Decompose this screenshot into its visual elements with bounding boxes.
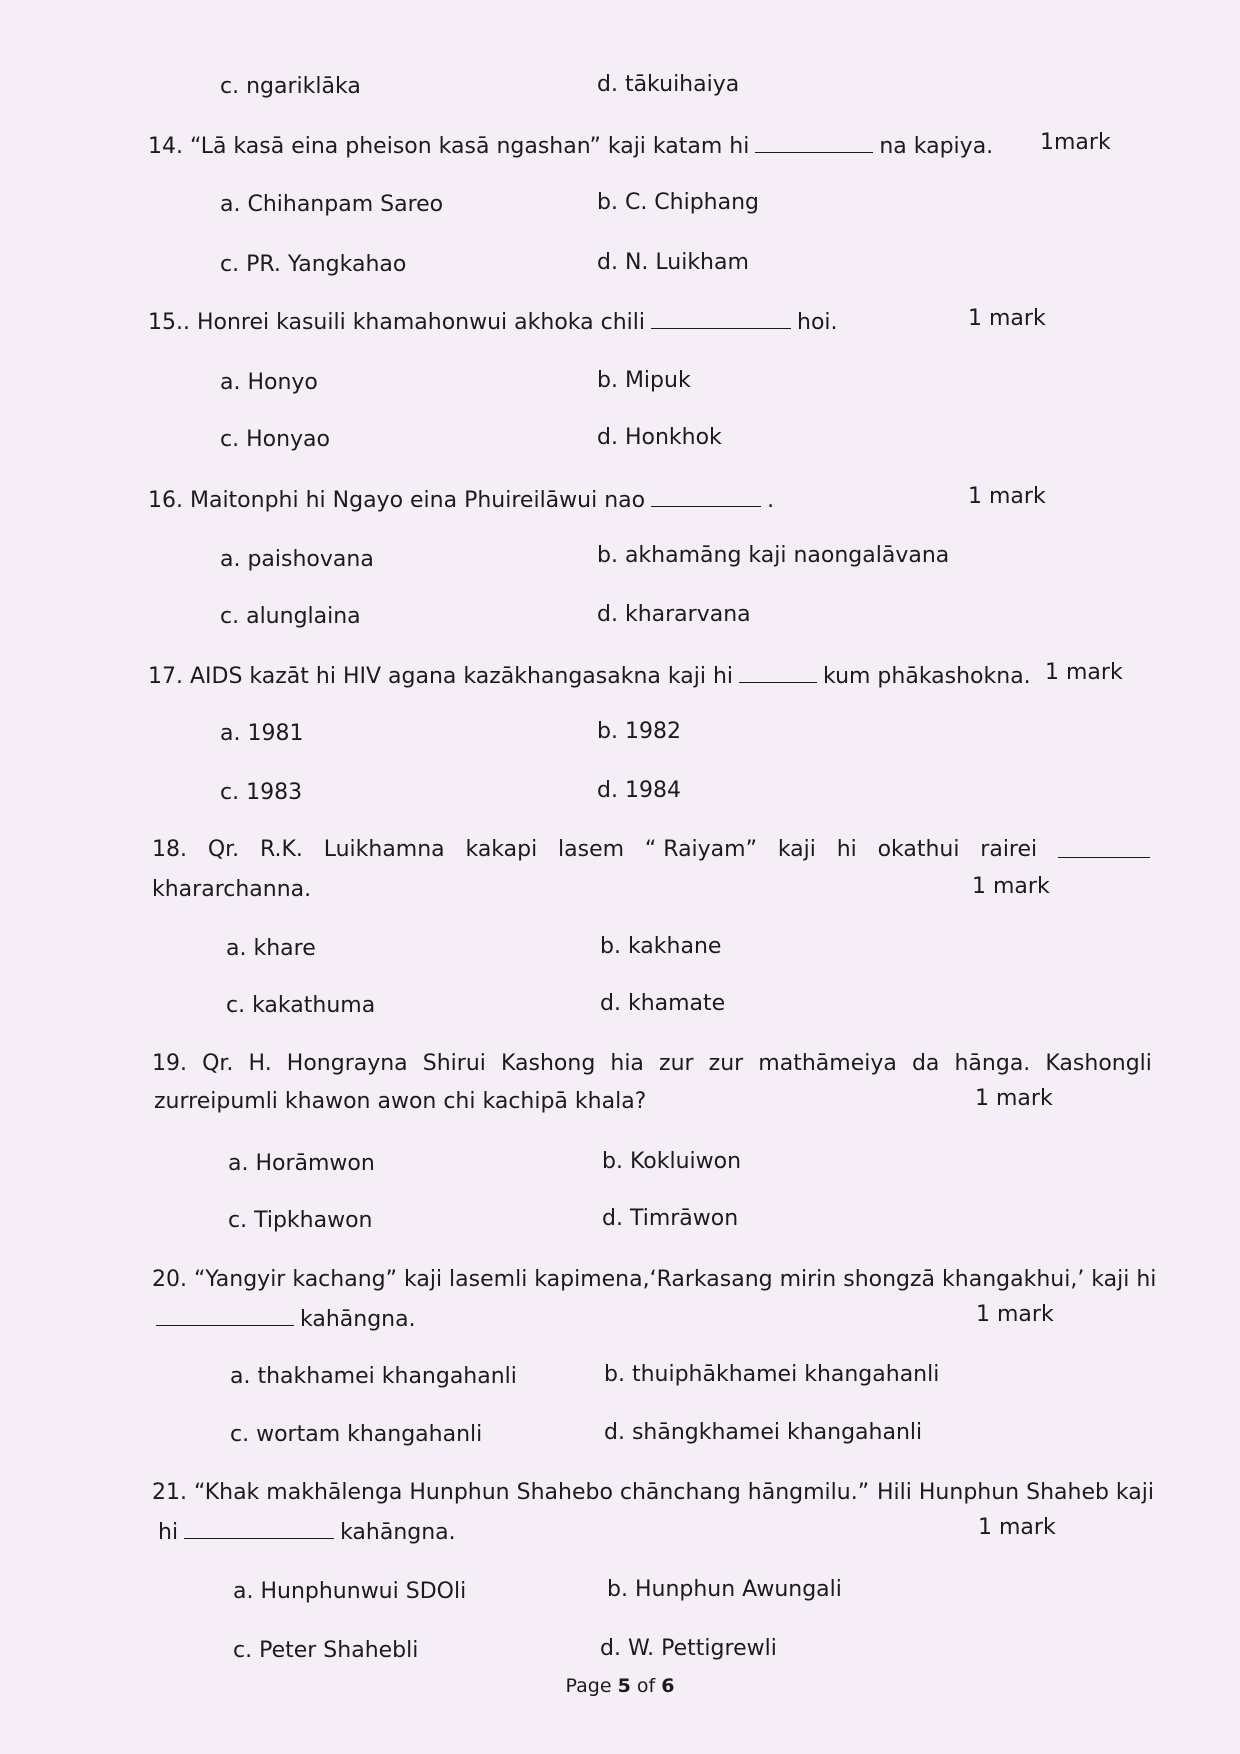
answer-blank — [755, 130, 873, 153]
option-c: c. 1983 — [220, 780, 303, 805]
mark-label: 1 mark — [968, 306, 1046, 331]
question-21-cont: hi kahāngna. — [158, 1516, 456, 1548]
answer-blank — [156, 1303, 294, 1326]
option-c: c. wortam khangahanli — [230, 1422, 483, 1447]
option-b: b. Hunphun Awungali — [607, 1577, 842, 1602]
option-c: c. ngariklāka — [220, 74, 361, 99]
answer-blank — [651, 484, 761, 507]
option-a: a. Chihanpam Sareo — [220, 192, 444, 217]
option-a: a. paishovana — [220, 547, 374, 572]
question-20-cont: kahāngna. — [154, 1303, 416, 1335]
mark-label: 1 mark — [975, 1086, 1053, 1111]
answer-blank — [1058, 835, 1150, 858]
mark-label: 1 mark — [978, 1515, 1056, 1540]
option-a: a. Honyo — [220, 370, 318, 395]
question-19: 19. Qr. H. Hongrayna Shirui Kashong hia zur zur mathāmeiya da hānga. Kashongli — [152, 1051, 1152, 1076]
question-15: 15.. Honrei kasuili khamahonwui akhoka chili hoi. — [148, 306, 838, 338]
option-d: d. tākuihaiya — [597, 72, 740, 97]
option-c: c. PR. Yangkahao — [220, 252, 407, 277]
question-14: 14. “Lā kasā eina pheison kasā ngashan” kaji katam hi na kapiya. — [148, 130, 993, 162]
mark-label: 1 mark — [976, 1302, 1054, 1327]
mark-label: 1 mark — [972, 874, 1050, 899]
question-18-cont: khararchanna. — [152, 877, 312, 902]
answer-blank — [651, 306, 791, 329]
question-17: 17. AIDS kazāt hi HIV agana kazākhangasakna kaji hi kum phākashokna. — [148, 660, 1031, 692]
question-16: 16. Maitonphi hi Ngayo eina Phuireilāwui nao . — [148, 484, 774, 516]
option-c: c. alunglaina — [220, 604, 361, 629]
option-b: b. 1982 — [597, 719, 681, 744]
mark-label: 1 mark — [1045, 660, 1123, 685]
option-c: c. Honyao — [220, 427, 330, 452]
answer-blank — [739, 660, 817, 683]
option-a: a. khare — [226, 936, 316, 961]
option-c: c. Tipkhawon — [228, 1208, 373, 1233]
option-d: d. shāngkhamei khangahanli — [604, 1420, 923, 1445]
answer-blank — [184, 1516, 334, 1539]
option-b: b. Mipuk — [597, 368, 691, 393]
option-c: c. kakathuma — [226, 993, 376, 1018]
question-21: 21. “Khak makhālenga Hunphun Shahebo chānchang hāngmilu.” Hili Hunphun Shaheb kaji — [152, 1480, 1154, 1505]
option-d: d. Honkhok — [597, 425, 722, 450]
option-d: d. khararvana — [597, 602, 751, 627]
option-d: d. N. Luikham — [597, 250, 749, 275]
option-a: a. thakhamei khangahanli — [230, 1364, 517, 1389]
option-b: b. thuiphākhamei khangahanli — [604, 1362, 940, 1387]
option-c: c. Peter Shahebli — [233, 1638, 419, 1663]
option-d: d. W. Pettigrewli — [600, 1636, 777, 1661]
option-a: a. Horāmwon — [228, 1151, 375, 1176]
option-b: b. kakhane — [600, 934, 722, 959]
option-d: d. Timrāwon — [602, 1206, 739, 1231]
option-a: a. Hunphunwui SDOli — [233, 1579, 467, 1604]
question-19-cont: zurreipumli khawon awon chi kachipā khala? — [154, 1089, 647, 1114]
option-d: d. khamate — [600, 991, 726, 1016]
option-a: a. 1981 — [220, 721, 304, 746]
mark-label: 1mark — [1040, 130, 1111, 155]
question-20: 20. “Yangyir kachang” kaji lasemli kapimena, ‘Rarkasang mirin shongzā khangakhui,’ kaji hi — [152, 1267, 1157, 1292]
option-b: b. C. Chiphang — [597, 190, 760, 215]
option-b: b. akhamāng kaji naongalāvana — [597, 543, 950, 568]
option-d: d. 1984 — [597, 778, 681, 803]
option-b: b. Kokluiwon — [602, 1149, 742, 1174]
mark-label: 1 mark — [968, 484, 1046, 509]
page-number: Page 5 of 6 — [565, 1675, 675, 1697]
question-18: 18. Qr. R.K. Luikhamna kakapi lasem “ Raiyam” kaji hi okathui rairei — [152, 835, 1150, 865]
